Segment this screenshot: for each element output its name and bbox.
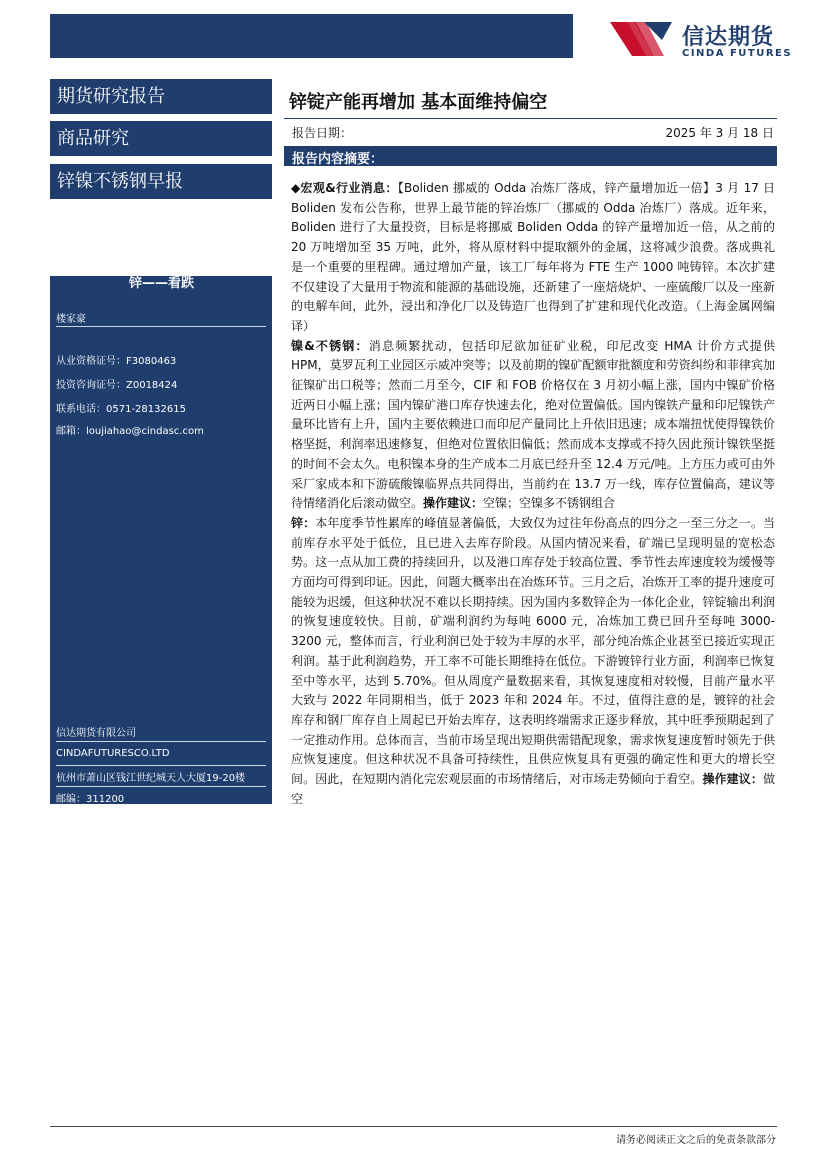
divider [56,786,266,787]
company-address: 杭州市萧山区钱江世纪城天人大厦19-20楼 [56,773,246,784]
phone: 联系电话：0571-28132615 [56,404,186,415]
category-label: 商品研究 [50,121,272,156]
section-text: 本年度季节性累库的峰值显著偏低，大致仅为过往年份高点的四分之一至三分之一。当前库存水平处于低位，且已进入去库存阶段。从国内情况来看，矿端已呈现明显的宽松态势。这一点从加工费的持续回升，以及港口库存处于较高位置、季节性去库速度较为缓慢等方面均可得到印证。因此，问题大概率出在冶炼环节。三月之后，冶炼开工率的提升速度可能较为迟缓，但这种状况不难以长期持续。因为国内多数锌企为一体化企业，锌锭输出利润的恢复速度较快。目前，矿端利润约为每吨 6000 元，冶炼加工费已回升至每吨 3000-3200 元，整体而言，行业利润已处于较为丰厚的水平，部分纯冶炼企业甚至已接近实现正利润。基于此利润趋势，开工率不可能长期维持在低位。下游镀锌行业方面，利润率已恢复至中等水平，达到 5.70%。但从周度产量数据来看，其恢复速度相对较慢，目前产量水平大致与 2022 年同期相当，低于 2023 年和 2024 年。不过，值得注意的是，镀锌的社会库存和钢厂库存自上周起已开始去库存，这表明终端需求正逐步释放，其中旺季预期起到了一定推动作用。总体而言，当前市场呈现出短期供需错配现象，需求恢复速度暂时领先于供应恢复速度。但这种状况不具备可持续性，且供应恢复具有更强的确定性和更大的增长空间。因此，在短期内消化完宏观层面的市场情绪后，对市场走势倾向于看空。 [291,515,775,787]
rating-row-nickel [50,204,186,223]
action-label: 操作建议： [702,772,763,787]
rating-zinc: 锌——看跌 [129,276,195,291]
section-lead: 锌： [291,515,316,530]
logo [606,14,793,64]
section-lead: 镍&不锈钢： [291,338,369,353]
logo-text-cn: 信达期货 [682,25,775,50]
sidebar [50,79,272,804]
section-lead: ◆宏观&行业消息： [291,181,398,195]
title-divider [284,118,777,119]
rating-stainless: 不锈钢——震荡 [129,242,221,257]
email: 邮箱：loujiahao@cindasc.com [56,426,204,437]
report-type-label: 期货研究报告 [50,79,272,114]
postal-code: 邮编：311200 [56,794,125,805]
action-label: 操作建议： [423,496,484,511]
rating-label: 走势评级： [50,208,116,223]
report-body [291,179,775,810]
section-macro [291,179,775,337]
qualification-number: 从业资格证号：F3080463 [56,356,177,367]
report-name-label: 锌镍不锈钢早报 [50,164,272,199]
logo-text-en: CINDA FUTURES [682,48,793,59]
company-name-en: CINDAFUTURESCO.LTD [56,748,170,759]
report-date-label: 报告日期： [292,126,353,140]
rating-nickel: 镍——看跌 [121,208,187,223]
action-text: 空镍；空镍多不锈钢组合 [483,496,616,511]
action-text: 做空 [291,772,775,806]
section-zinc [291,514,775,810]
report-title: 锌锭产能再增加 基本面维持偏空 [289,92,548,113]
header-bar [50,14,573,58]
divider [56,741,266,742]
divider [56,765,266,766]
cinda-logo-icon [606,16,674,62]
section-nickel [291,337,775,514]
divider [56,326,266,327]
summary-header [284,146,777,166]
analyst-name: 楼家豪 [56,314,86,325]
report-date: 2025 年 3 月 18 日 [665,126,774,140]
summary-label: 报告内容摘要： [292,152,384,167]
section-text: 【Boliden 挪威的 Odda 冶炼厂落成，锌产量增加近一倍】3 月 17 日 Boliden 发布公告称，世界上最节能的锌冶炼厂（挪威的 Odda 冶炼厂）落成。近年来，Boliden 进行了大量投资，目标是将挪威 Boliden Odda 的锌产量增加近一倍，从之前的 20 万吨增加至 35 万吨，此外，将从原材料中提取额外的金属，这将减少浪费。落成典礼是一个重要的里程碑。通过增加产量，该工厂每年将为 FTE 生产 1000 吨铸锌。本次扩建不仅建设了大量用于物流和能源的基础设施，还新建了一座焙烧炉、一座硫酸厂以及一座新的电解车间，此外，浸出和净化厂以及铸造厂也得到了扩建和现代化改造。（上海金属网编译） [291,181,775,333]
section-text: 消息频繁扰动，包括印尼欲加征矿业税，印尼改变 HMA 计价方式提供 HPM，莫罗瓦利工业园区示威冲突等；以及前期的镍矿配额审批额度和劳资纠纷和菲律宾加征镍矿出口税等；然而二月至今，CIF 和 FOB 价格仅在 3 月初小幅上涨，国内中镍矿价格近两日小幅上涨；国内镍矿港口库存快速去化，绝对位置偏低。国内镍铁产量和印尼镍铁产量环比皆有上升，国内主要依赖进口而印尼产量同比上升依旧迅速；成本端扭忧使得镍铁价格坚挺，利润率迅速修复，但绝对位置依旧偏低；然而成本支撑或不持久因此预计镍铁坚挺的时间不会太久。电积镍本身的生产成本二月底已经升至 12.4 万元/吨。上方压力或可由外采厂家成本和下游硫酸镍临界点共同得出，当前约在 13.7 万一线，库存位置偏高，建议等待情绪消化后滚动做空。 [291,338,776,511]
footer-disclaimer: 请务必阅读正文之后的免责条款部分 [616,1135,776,1146]
consulting-number: 投资咨询证号：Z0018424 [56,380,178,391]
footer-divider [50,1126,777,1127]
company-name: 信达期货有限公司 [56,728,136,739]
